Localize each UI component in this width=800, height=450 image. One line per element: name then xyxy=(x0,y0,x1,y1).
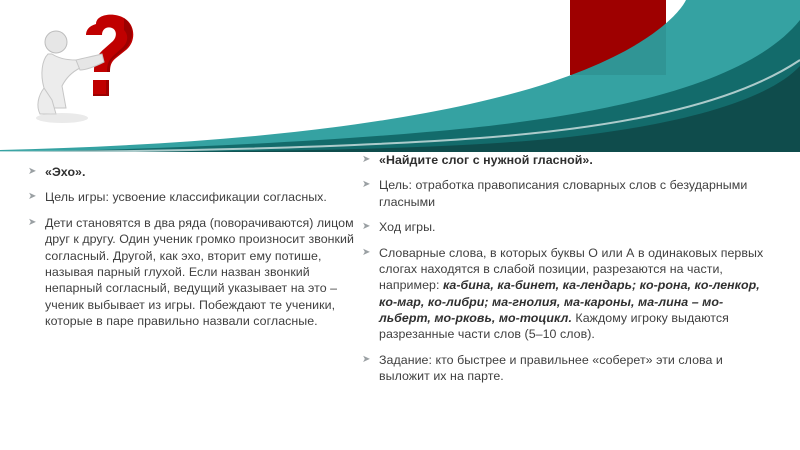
rich-part-3: Каждому игроку выдаются разрезанные части слов (5–10 слов). xyxy=(379,311,729,342)
illustration-graphic xyxy=(22,12,182,132)
bullet-arrow-icon: ➤ xyxy=(28,191,37,203)
left-content-column xyxy=(28,152,371,338)
list-item xyxy=(362,177,774,210)
list-item xyxy=(362,245,774,343)
list-item-text: Ход игры. xyxy=(379,220,436,235)
bullet-arrow-icon: ➤ xyxy=(28,166,37,177)
bullet-arrow-icon: ➤ xyxy=(362,246,371,258)
rich-part-2: ка-бина, ка-бинет, ка-лендарь; ко-рона, ко-ленкор, ко-мар, ко-либри; ма-гнолия, ма-кароны, ма-лина – мо-льберт, мо-рковь, мо-тоцикл. xyxy=(379,278,760,325)
slide-content xyxy=(0,152,800,450)
red-question-mark xyxy=(86,15,133,96)
list-item-text: Цель игры: усвоение классификации согласных. xyxy=(45,190,327,205)
list-item-text: Задание: кто быстрее и правильнее «соберет» эти слова и выложит их на парте. xyxy=(379,352,723,384)
right-content-column xyxy=(362,152,774,394)
rich-part-1: Словарные слова, в которых буквы О или А в одинаковых первых слогах находятся в слабой позиции, разрезаются на части, например: xyxy=(379,245,764,293)
list-item xyxy=(28,189,368,205)
list-item xyxy=(28,164,368,180)
bullet-arrow-icon: ➤ xyxy=(362,353,371,365)
question-mark-person-illustration xyxy=(22,12,182,132)
list-item xyxy=(28,215,371,330)
list-item xyxy=(362,219,774,235)
bullet-arrow-icon: ➤ xyxy=(362,221,371,233)
bullet-arrow-icon: ➤ xyxy=(28,216,37,228)
bullet-arrow-icon: ➤ xyxy=(362,154,371,165)
bullet-arrow-icon: ➤ xyxy=(362,179,371,191)
list-item-text: Цель: отработка правописания словарных слов с безударными гласными xyxy=(379,178,748,209)
list-item xyxy=(362,352,774,385)
grey-person-figure xyxy=(36,31,104,123)
list-item xyxy=(362,152,774,168)
list-item-text: Дети становятся в два ряда (поворачиваются) лицом друг к другу. Один ученик громко произносит звонкий согласный. Другой, как эхо, вторит ему потише, называя парный глухой. Если назван звонкий непарный согласный, ведущий указывает на это – ученик выбывает из игры. Побеждают те ученики, которые в паре правильно назвали согласные. xyxy=(45,215,354,328)
list-item-text: «Эхо». xyxy=(45,165,86,179)
list-item-text: «Найдите слог с нужной гласной». xyxy=(379,153,593,167)
list-item-text-rich xyxy=(379,246,763,342)
